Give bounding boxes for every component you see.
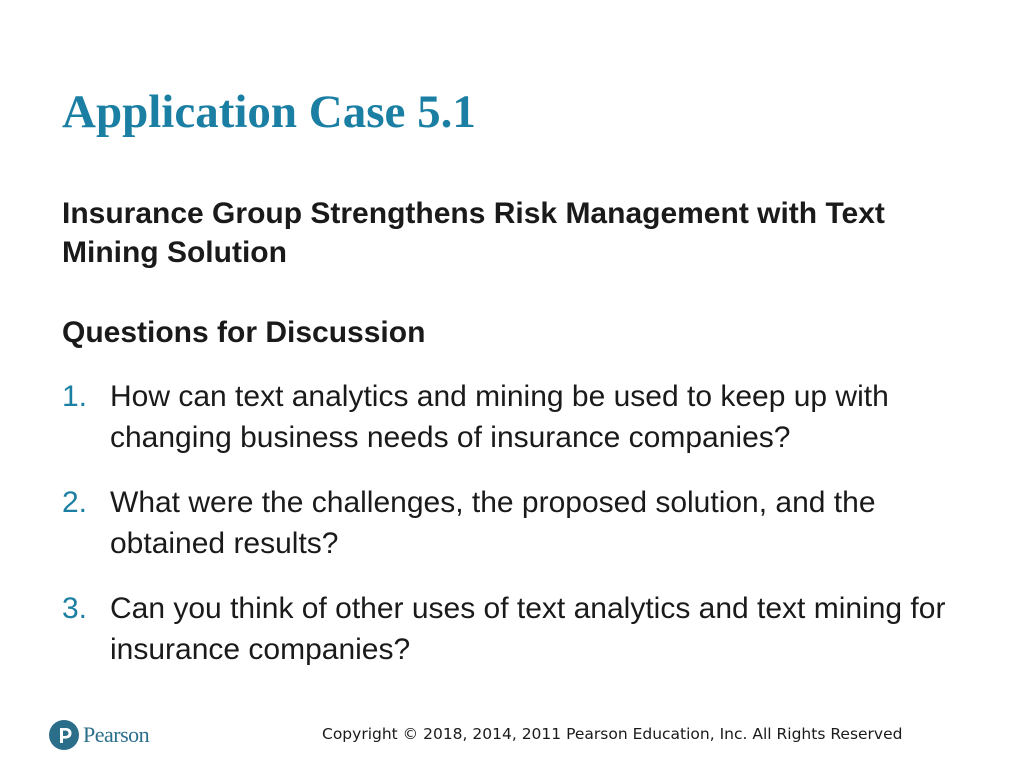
copyright-notice: Copyright © 2018, 2014, 2011 Pearson Education, Inc. All Rights Reserved xyxy=(322,725,903,743)
slide-title: Application Case 5.1 xyxy=(62,86,476,138)
question-item xyxy=(62,376,982,458)
question-number: 1. xyxy=(62,380,88,413)
question-text: What were the challenges, the proposed solution, and the obtained results? xyxy=(110,486,876,560)
question-item xyxy=(62,482,982,564)
question-number: 2. xyxy=(62,486,88,519)
questions-heading: Questions for Discussion xyxy=(62,316,426,349)
logo-wordmark: Pearson xyxy=(83,722,150,747)
question-text: Can you think of other uses of text analytics and text mining for insurance companies? xyxy=(110,592,946,666)
question-text: How can text analytics and mining be used to keep up with changing business needs of insurance companies? xyxy=(110,380,889,454)
questions-list xyxy=(62,376,982,694)
pearson-p-icon xyxy=(49,720,79,750)
question-number: 3. xyxy=(62,592,88,625)
case-subtitle: Insurance Group Strengthens Risk Management with Text Mining Solution xyxy=(62,197,885,269)
pearson-logo xyxy=(49,720,149,750)
question-item xyxy=(62,588,982,670)
slide-footer xyxy=(0,712,1024,762)
